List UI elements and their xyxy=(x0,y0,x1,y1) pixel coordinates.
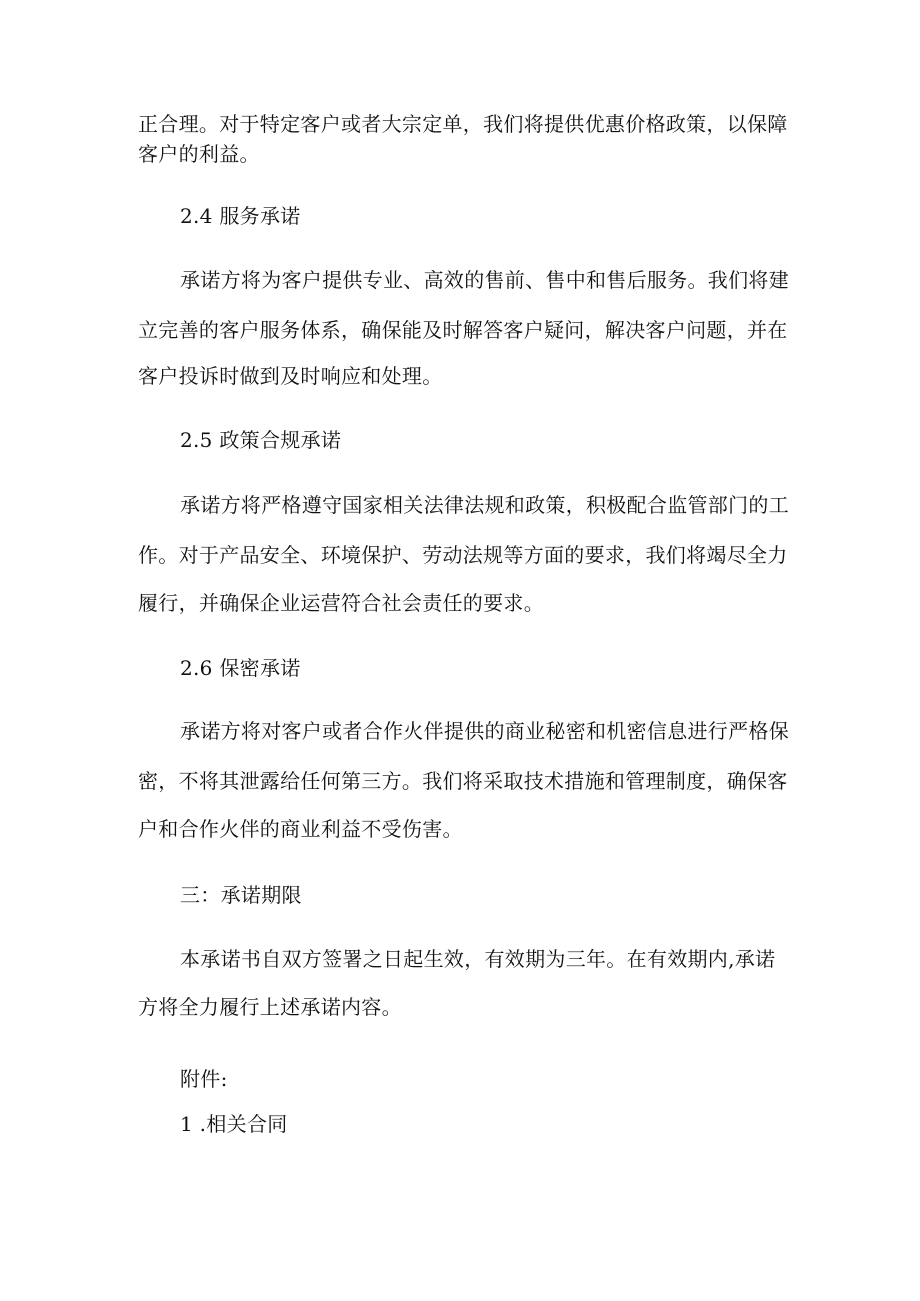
paragraph-4-line-2: 密，不将其泄露给任何第三方。我们将采取技术措施和管理制度，确保客 xyxy=(138,769,788,793)
paragraph-4-line-3: 户和合作火伴的商业利益不受伤害。 xyxy=(138,817,463,841)
heading-2-5: 2.5 政策合规承诺 xyxy=(180,428,342,452)
paragraph-4-line-1: 承诺方将对客户或者合作火伴提供的商业秘密和机密信息进行严格保 xyxy=(180,719,789,743)
heading-2-6: 2.6 保密承诺 xyxy=(180,656,301,680)
paragraph-3-line-3: 履行，并确保企业运营符合社会责任的要求。 xyxy=(138,591,544,615)
paragraph-2-line-2: 立完善的客户服务体系，确保能及时解答客户疑问，解决客户问题，并在 xyxy=(138,318,788,342)
paragraph-5-line-2: 方将全力履行上述承诺内容。 xyxy=(138,995,402,1019)
heading-2-4: 2.4 服务承诺 xyxy=(180,204,301,228)
attachments-label: 附件: xyxy=(180,1067,228,1091)
attachment-item-1: 1 .相关合同 xyxy=(180,1112,288,1136)
paragraph-1-line-1: 正合理。对于特定客户或者大宗定单，我们将提供优惠价格政策，以保障 xyxy=(138,112,788,136)
heading-3: 三：承诺期限 xyxy=(180,883,302,907)
paragraph-5-line-1: 本承诺书自双方签署之日起生效，有效期为三年。在有效期内,承诺 xyxy=(180,947,776,971)
paragraph-2-line-3: 客户投诉时做到及时响应和处理。 xyxy=(138,364,443,388)
paragraph-2-line-1: 承诺方将为客户提供专业、高效的售前、售中和售后服务。我们将建 xyxy=(180,268,789,292)
paragraph-3-line-1: 承诺方将严格遵守国家相关法律法规和政策，积极配合监管部门的工 xyxy=(180,493,789,517)
paragraph-3-line-2: 作。对于产品安全、环境保护、劳动法规等方面的要求，我们将竭尽全力 xyxy=(138,543,788,567)
paragraph-1-line-2: 客户的利益。 xyxy=(138,142,260,166)
